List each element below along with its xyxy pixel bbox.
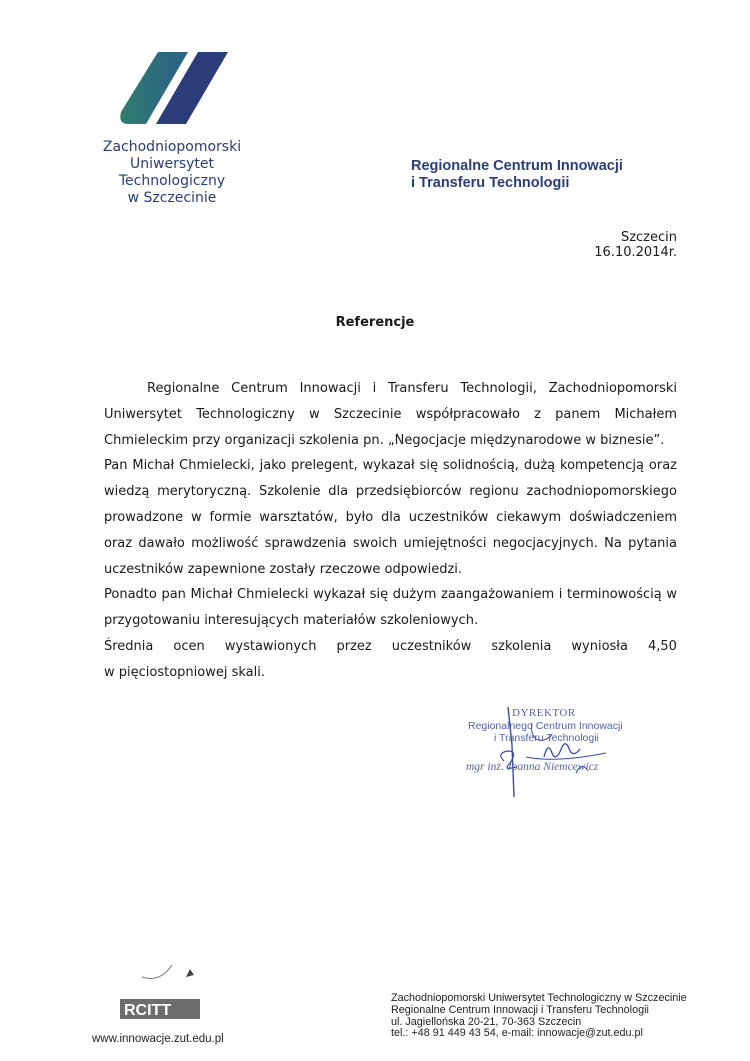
stamp-org-line-2: i Transferu Technologii bbox=[494, 732, 599, 744]
paragraph-1: Regionalne Centrum Innowacji i Transferu Technologii, Zachodniopomorski Uniwersytet Technologiczny w Szczecinie współpracowało z panem Michałem Chmieleckim przy organizacji szkolenia pn. „Negocjacje międzynarodowe w biznesie”. bbox=[104, 381, 677, 448]
stamp-title: DYREKTOR bbox=[512, 707, 576, 719]
center-name bbox=[411, 158, 671, 192]
center-name-line-1: Regionalne Centrum Innowacji bbox=[411, 158, 623, 174]
p4-word: przez bbox=[336, 638, 372, 654]
footer-address-line-4: tel.: +48 91 449 43 54, e-mail: innowacje@zut.edu.pl bbox=[391, 1027, 643, 1040]
center-name-line-2: i Transferu Technologii bbox=[411, 175, 570, 191]
p4-word: wystawionych bbox=[224, 638, 317, 654]
director-stamp bbox=[456, 705, 656, 805]
zut-logo-icon bbox=[118, 52, 228, 124]
p4-word: Średnia bbox=[104, 638, 154, 654]
letter-body bbox=[104, 376, 677, 686]
p4-word: 4,50 bbox=[648, 638, 677, 654]
footer-address bbox=[391, 993, 687, 1040]
university-name bbox=[76, 139, 268, 207]
p4-word: szkolenia bbox=[491, 638, 552, 654]
letter-date: Szczecin 16.10.2014r. bbox=[594, 230, 677, 260]
footer-address-line-1: Zachodniopomorski Uniwersytet Technologiczny w Szczecinie bbox=[391, 992, 687, 1004]
p4-word: uczestników bbox=[391, 638, 472, 654]
paragraph-4-line-2: w pięciostopniowej skali. bbox=[104, 664, 265, 680]
paragraph-3: Ponadto pan Michał Chmielecki wykazał się dużym zaangażowaniem i terminowością w przygotowaniu interesujących materiałów szkoleniowych. bbox=[104, 587, 677, 629]
stamp-signatory: mgr inż. Joanna Niemcewicz bbox=[466, 761, 599, 773]
letter-title: Referencje bbox=[335, 315, 415, 330]
rcitt-logo-icon bbox=[120, 963, 205, 1023]
footer-url: www.innowacje.zut.edu.pl bbox=[92, 1033, 224, 1045]
p4-word: wyniosła bbox=[571, 638, 628, 654]
footer-address-line-2: Regionalne Centrum Innowacji i Transferu Technologii bbox=[391, 1003, 649, 1016]
university-name-line-3: w Szczecinie bbox=[127, 190, 217, 206]
university-name-line-2: Uniwersytet Technologiczny bbox=[118, 156, 226, 189]
footer-address-line-3: ul. Jagiellońska 20-21, 70-363 Szczecin bbox=[391, 1015, 582, 1028]
university-name-line-1: Zachodniopomorski bbox=[102, 139, 242, 155]
paragraph-2: Pan Michał Chmielecki, jako prelegent, wykazał się solidnością, dużą kompetencją oraz wiedzą merytoryczną. Szkolenie dla przedsiębiorców regionu zachodniopomorskiego prowadzone w formie warsztatów, było dla uczestników ciekawym doświadczeniem oraz dawało możliwość sprawdzenia swoich umiejętności negocjacyjnych. Na pytania uczestników zapewnione zostały rzeczowe odpowiedzi. bbox=[104, 458, 677, 577]
paragraph-4-line-1 bbox=[104, 634, 677, 660]
footer-logo-text: RCITT bbox=[124, 1002, 172, 1019]
p4-word: ocen bbox=[173, 638, 205, 654]
stamp-org-line-1: Regionalnego Centrum Innowacji bbox=[468, 720, 623, 732]
